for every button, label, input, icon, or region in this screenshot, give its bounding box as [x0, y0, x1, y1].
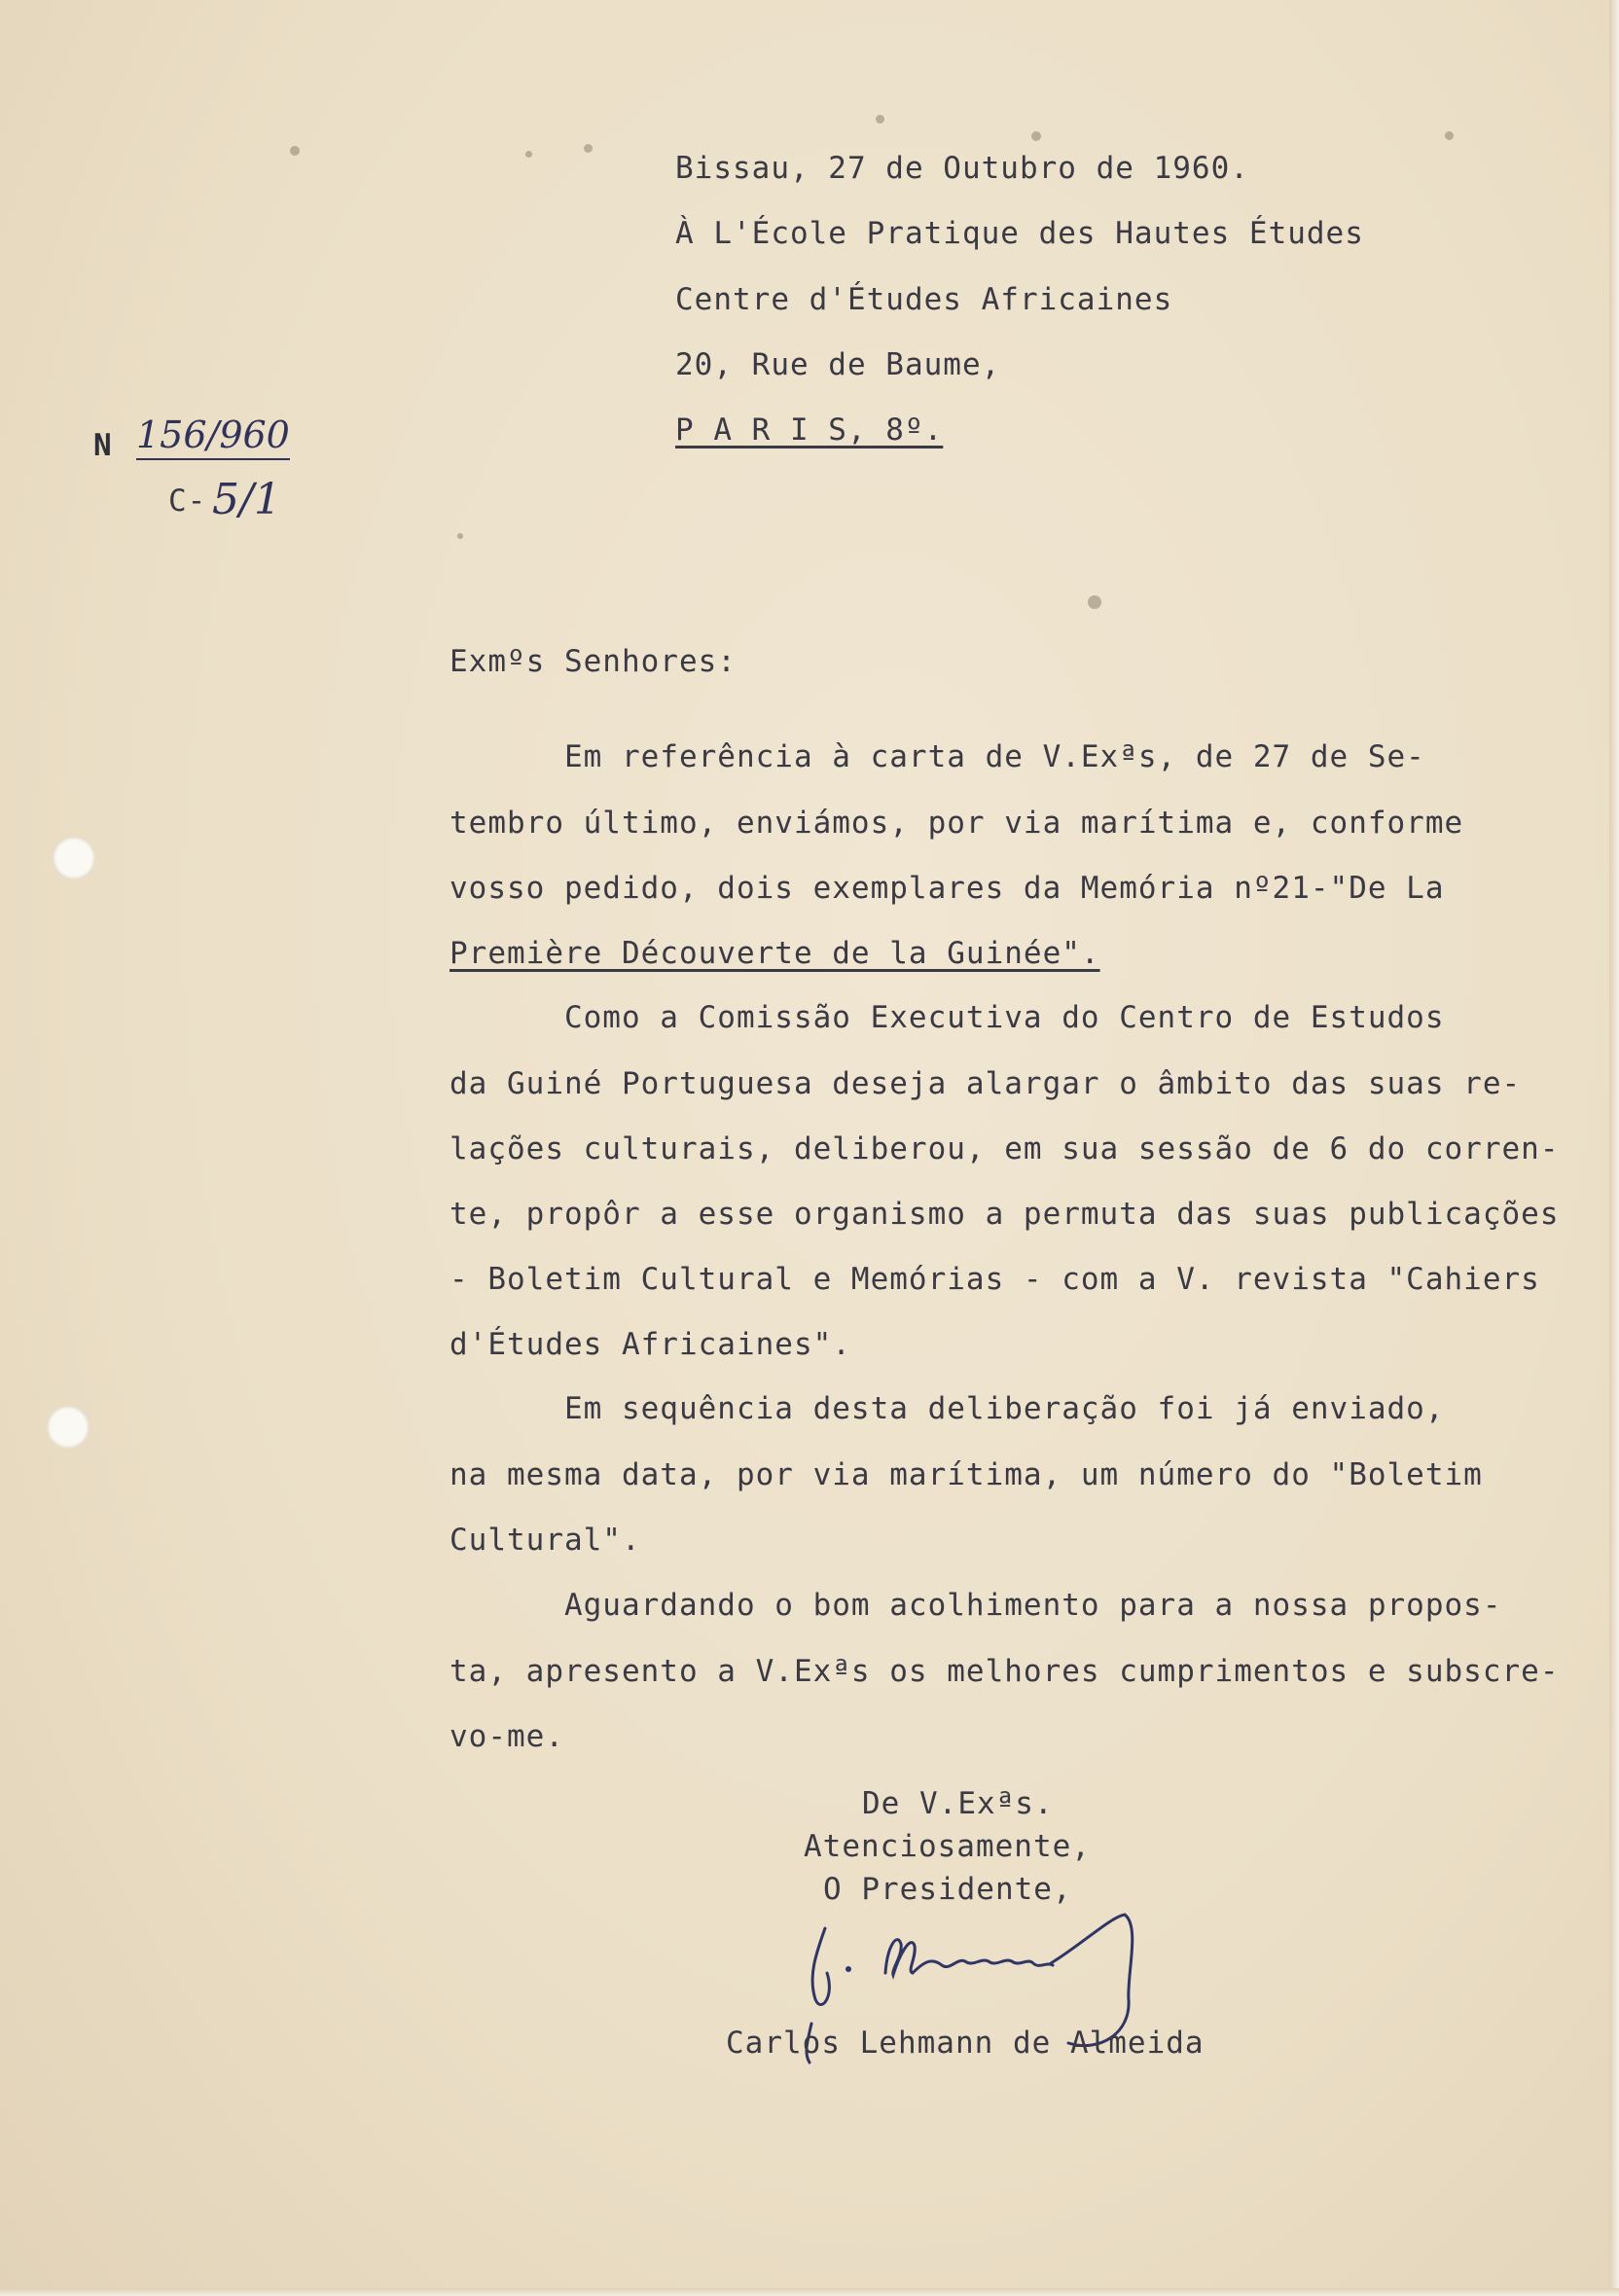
- salutation: Exmºs Senhores:: [450, 644, 737, 679]
- paper-speck: [1445, 131, 1454, 140]
- paragraph-line: tembro último, enviámos, por via marítima e, conforme: [450, 806, 1464, 841]
- paragraph-line: te, propôr a esse organismo a permuta das suas publicações: [450, 1197, 1560, 1232]
- signatory-name: Carlos Lehmann de Almeida: [726, 2026, 1205, 2061]
- closing-line: De V.Exªs.: [862, 1786, 1054, 1821]
- paragraph-line: Cultural".: [450, 1523, 641, 1558]
- paper-edge: [0, 2288, 1619, 2296]
- letter-date: Bissau, 27 de Outubro de 1960.: [675, 151, 1249, 186]
- addressee-city: P A R I S, 8º.: [675, 413, 944, 448]
- reference-c-label: C-: [168, 484, 207, 519]
- paper-speck: [290, 146, 300, 156]
- addressee-line: À L'École Pratique des Hautes Études: [675, 216, 1364, 251]
- reference-c-value: 5/1: [212, 475, 281, 524]
- paper-speck: [584, 144, 593, 153]
- paper-speck: [1031, 131, 1041, 141]
- paper-speck: [1088, 595, 1101, 609]
- paragraph-line: - Boletim Cultural e Memórias - com a V. revista "Cahiers: [450, 1262, 1540, 1297]
- addressee-line: 20, Rue de Baume,: [675, 347, 1001, 382]
- addressee-line: Centre d'Études Africaines: [675, 282, 1173, 317]
- paragraph-line: Em sequência desta deliberação foi já enviado,: [450, 1391, 1445, 1426]
- paragraph-line: Première Découverte de la Guinée".: [450, 936, 1100, 971]
- paragraph-line: vosso pedido, dois exemplares da Memória nº21-"De La: [450, 871, 1445, 906]
- paragraph-line: na mesma data, por via marítima, um número do "Boletim: [450, 1457, 1483, 1492]
- paragraph-line: da Guiné Portuguesa deseja alargar o âmbito das suas re-: [450, 1066, 1522, 1101]
- paragraph-line: lações culturais, deliberou, em sua sessão de 6 do corren-: [450, 1131, 1560, 1166]
- paragraph-line: Em referência à carta de V.Exªs, de 27 de Se-: [450, 739, 1425, 774]
- paragraph-line: Como a Comissão Executiva do Centro de Estudos: [450, 1000, 1445, 1035]
- punch-hole-upper: [53, 837, 95, 879]
- reference-n-label: N: [93, 428, 112, 463]
- reference-number: 156/960: [136, 413, 290, 460]
- paragraph-line: d'Études Africaines".: [450, 1327, 851, 1362]
- paper-speck: [457, 533, 463, 539]
- paragraph-line: ta, apresento a V.Exªs os melhores cumprimentos e subscre-: [450, 1654, 1560, 1689]
- punch-hole-lower: [47, 1406, 90, 1449]
- paper-speck: [525, 151, 532, 158]
- paragraph-line: Aguardando o bom acolhimento para a nossa propos-: [450, 1588, 1502, 1623]
- paper-speck: [876, 115, 884, 124]
- closing-line: O Presidente,: [823, 1872, 1072, 1907]
- closing-line: Atenciosamente,: [804, 1829, 1091, 1864]
- paragraph-line: vo-me.: [450, 1719, 564, 1754]
- paper-edge: [1609, 0, 1619, 2296]
